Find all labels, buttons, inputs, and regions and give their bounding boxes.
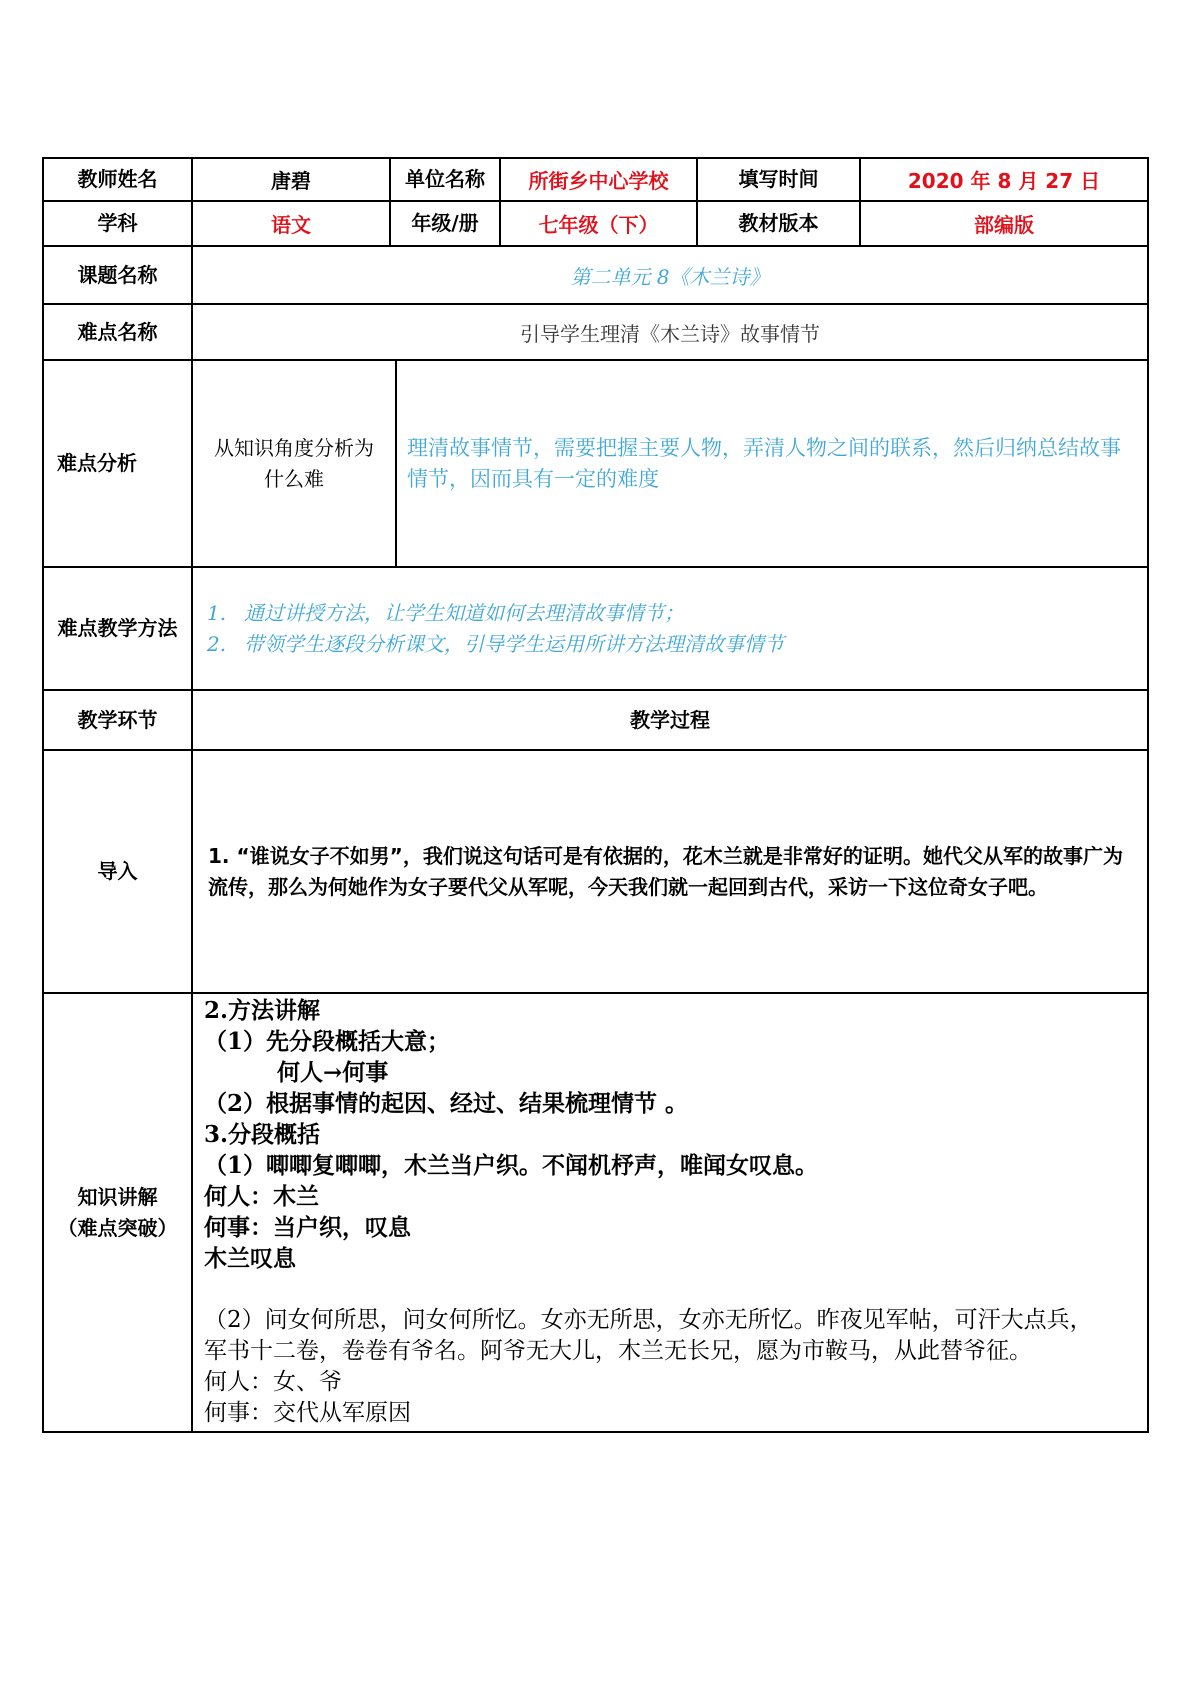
- analysis-answer: 理清故事情节，需要把握主要人物，弄清人物之间的联系，然后归纳总结故事情节，因而具有一定的难度: [407, 435, 1121, 491]
- text-line: 何人：女、爷: [204, 1369, 342, 1395]
- knowledge-label-main: 知识讲解: [77, 1184, 158, 1209]
- intro-content-cell: [192, 750, 1148, 993]
- knowledge-stage-label: [58, 1182, 178, 1244]
- text-line: （2）根据事情的起因、经过、结果梳理情节 。: [204, 1090, 689, 1117]
- intro-stage-label: 导入: [43, 750, 192, 993]
- teacher-name-value: 唐碧: [192, 158, 390, 201]
- text-line: 何人→何事: [277, 1059, 389, 1086]
- text-line: 何人：木兰: [204, 1183, 319, 1210]
- blank-line: [204, 1274, 1099, 1305]
- knowledge-label-sub: （难点突破）: [57, 1215, 178, 1240]
- analysis-answer-cell: [396, 360, 1148, 567]
- lesson-title-label: 课题名称: [43, 246, 192, 304]
- difficulty-name-value: 引导学生理清《木兰诗》故事情节: [192, 304, 1148, 360]
- subject-label: 学科: [43, 201, 192, 246]
- list-item-text: 带领学生逐段分析课文，引导学生运用所讲方法理清故事情节: [244, 631, 784, 656]
- list-item: [207, 629, 784, 660]
- knowledge-stage-label-cell: [43, 993, 192, 1432]
- list-item-number: 2.: [207, 631, 227, 656]
- list-item-number: 1.: [207, 600, 227, 625]
- analysis-question-cell: [192, 360, 396, 567]
- difficulty-analysis-label: 难点分析: [43, 360, 192, 567]
- fill-date-value: 2020 年 8 月 27 日: [860, 158, 1148, 201]
- list-item-text: 通过讲授方法，让学生知道如何去理清故事情节；: [244, 600, 684, 625]
- teaching-methods-cell: [192, 567, 1148, 690]
- textbook-edition-value: 部编版: [860, 201, 1148, 246]
- text-line: 何事：当户织，叹息: [204, 1214, 411, 1241]
- text-line: （1）唧唧复唧唧，木兰当户织。不闻机杼声，唯闻女叹息。: [204, 1152, 819, 1179]
- textbook-edition-label: 教材版本: [697, 201, 860, 246]
- fill-date-label: 填写时间: [697, 158, 860, 201]
- teacher-name-label: 教师姓名: [43, 158, 192, 201]
- school-label: 单位名称: [390, 158, 500, 201]
- difficulty-name-label: 难点名称: [43, 304, 192, 360]
- text-line: （2）问女何所思，问女何所忆。女亦无所思，女亦无所忆。昨夜见军帖，可汗大点兵，军书十二卷，卷卷有爷名。阿爷无大儿，木兰无长兄，愿为市鞍马，从此替爷征。: [204, 1307, 1093, 1364]
- grade-label: 年级/册: [390, 201, 500, 246]
- subject-value: 语文: [192, 201, 390, 246]
- intro-text: 1. “谁说女子不如男”，我们说这句话可是有依据的，花木兰就是非常好的证明。她代父从军的故事广为流传，那么为何她作为女子要代父从军呢，今天我们就一起回到古代，采访一下这位奇女子吧。: [208, 843, 1123, 899]
- teaching-process-header: 教学过程: [192, 690, 1148, 750]
- text-line: （1）先分段概括大意；: [204, 1028, 451, 1055]
- grade-value: 七年级（下）: [500, 201, 697, 246]
- teaching-methods-label: 难点教学方法: [43, 567, 192, 690]
- list-item: [207, 598, 784, 629]
- knowledge-content-cell: [192, 993, 1148, 1432]
- section-heading: 2.方法讲解: [204, 997, 321, 1024]
- teaching-methods-list: [193, 598, 784, 660]
- lesson-title-value: 第二单元 8《木兰诗》: [192, 246, 1148, 304]
- analysis-question: 从知识角度分析为什么难: [214, 435, 374, 491]
- teaching-stage-header: 教学环节: [43, 690, 192, 750]
- school-value: 所街乡中心学校: [500, 158, 697, 201]
- section-heading: 3.分段概括: [204, 1121, 321, 1148]
- knowledge-content: [193, 994, 1147, 1429]
- text-line: 何事：交代从军原因: [204, 1400, 411, 1426]
- text-line: 木兰叹息: [204, 1245, 296, 1272]
